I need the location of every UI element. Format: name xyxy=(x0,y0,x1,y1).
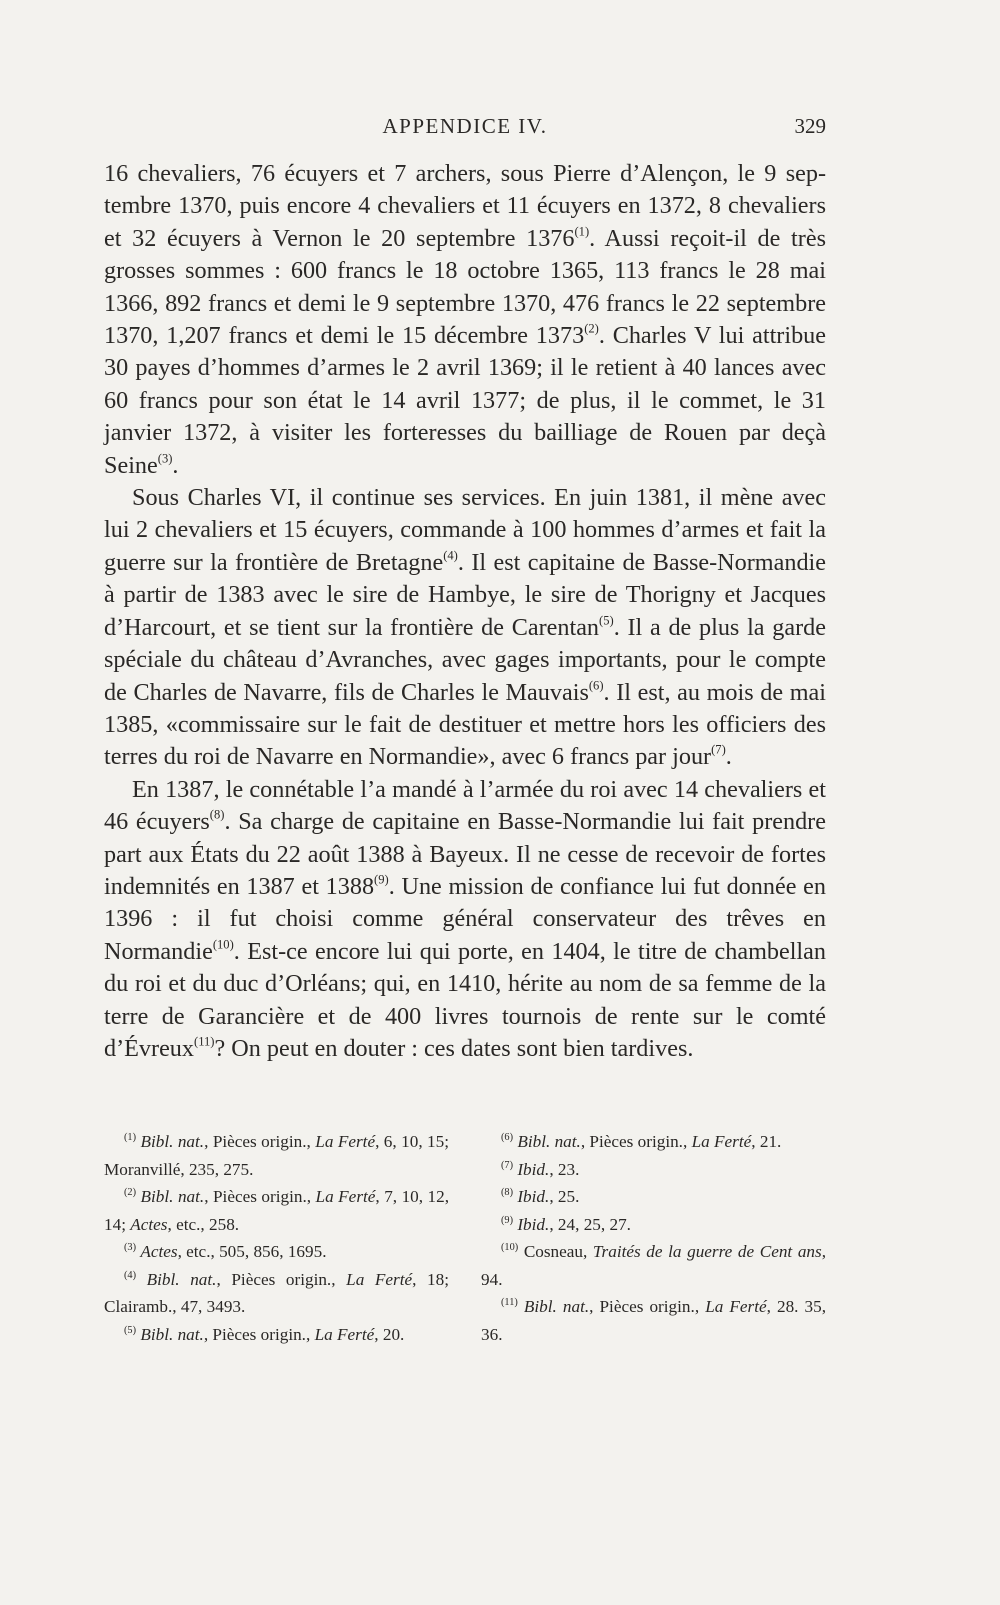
text-run: , 94. xyxy=(481,1242,826,1289)
paragraph-1 xyxy=(104,158,826,482)
footnote xyxy=(481,1128,826,1156)
text-run: , 20. xyxy=(374,1324,405,1344)
footnote-number: (5) xyxy=(124,1324,137,1336)
text-run: , Pièces origin., xyxy=(204,1132,316,1151)
text-run: , etc., 505, 856, 1695. xyxy=(177,1242,327,1261)
text-run: . Il est, au mois de mai 1385, «commissaire sur le fait de destituer et mettre hors les officiers des terres du roi de Navarre en Normandie», avec 6 francs par jour xyxy=(104,678,826,771)
footnote-ref: (4) xyxy=(443,548,458,563)
footnote-ref: (7) xyxy=(711,742,726,757)
text-run: , 28. 35, 36. xyxy=(481,1297,827,1344)
footnotes-left-column xyxy=(104,1128,449,1348)
text-run: . Sa charge de capitaine en Basse-Normandie lui fait prendre part aux États du 22 août 1388 à Bayeux. Il ne cesse de recevoir de fortes indemnités en 1387 et 1388 xyxy=(104,808,826,900)
text-run: . Il est capitaine de Basse-Normandie à partir de 1383 avec le sire de Hambye, le sire de Thorigny et Jacques d’Harcourt, et se tient sur la frontière de Carentan xyxy=(104,548,826,641)
italic-text: Bibl. nat. xyxy=(146,1269,217,1289)
paragraph-2 xyxy=(104,482,826,774)
italic-text: La Ferté xyxy=(705,1297,767,1316)
italic-text: La Ferté xyxy=(315,1187,376,1206)
text-run: , Pièces origin., xyxy=(580,1132,692,1151)
footnote-ref: (2) xyxy=(584,321,599,336)
text-run: . Il a de plus la garde spéciale du château d’Avranches, avec gages importants, pour le compte de Charles de Navarre, fils de Charles le Mauvais xyxy=(104,613,826,706)
text-run: , etc., 258. xyxy=(167,1214,240,1234)
italic-text: La Ferté xyxy=(691,1132,752,1151)
text-run: 16 chevaliers, 76 écuyers et 7 archers, sous Pierre d’Alençon, le 9 septembre 1370, puis encore 4 chevaliers et 11 écuyers en 1372, 8 chevaliers et 32 écuyers à Vernon le 20 septembre 1376 xyxy=(104,160,826,252)
italic-text: La Ferté xyxy=(346,1269,413,1289)
text-run: Sous Charles VI, il continue ses services. En juin 1381, il mène avec lui 2 chevaliers et 15 écuyers, commande à 100 hommes d’armes et fait la guerre sur la frontière de Bretagne xyxy=(104,484,826,576)
italic-text: Bibl. nat. xyxy=(140,1132,205,1151)
footnote xyxy=(481,1293,826,1348)
italic-text: Ibid. xyxy=(517,1187,550,1206)
italic-text: Actes xyxy=(130,1214,168,1234)
footnote-number: (7) xyxy=(501,1159,514,1171)
text-run: En 1387, le connétable l’a mandé à l’armée du roi avec 14 chevaliers et 46 écuyers xyxy=(104,775,826,836)
text-run: , Pièces origin., xyxy=(216,1269,347,1289)
text-run: . xyxy=(172,451,179,479)
footnote xyxy=(481,1211,826,1239)
italic-text: Bibl. nat. xyxy=(140,1324,204,1344)
footnote-ref: (9) xyxy=(374,872,389,887)
footnote-number: (8) xyxy=(501,1186,514,1198)
italic-text: Traités de la guerre de Cent ans xyxy=(592,1242,822,1261)
italic-text: Bibl. nat. xyxy=(140,1187,205,1206)
italic-text: La Ferté xyxy=(314,1324,375,1344)
italic-text: Bibl. nat. xyxy=(517,1132,581,1151)
text-run: , 21. xyxy=(751,1132,782,1151)
running-head xyxy=(104,114,826,146)
text-run: . Une mission de confiance lui fut donnée en 1396 : il fut choisi comme général conservateur des trêves en Normandie xyxy=(104,872,826,965)
footnote xyxy=(104,1266,449,1321)
text-run: , 7, 10, 12, 14; xyxy=(104,1187,450,1234)
italic-text: La Ferté xyxy=(315,1132,376,1151)
footnote-number: (1) xyxy=(124,1131,137,1143)
footnote-number: (2) xyxy=(124,1186,137,1198)
footnote-ref: (8) xyxy=(209,807,225,822)
italic-text: Bibl. nat. xyxy=(523,1297,590,1316)
page-number: 329 xyxy=(794,114,826,138)
text-run: , 6, 10, 15; Moranvillé, 235, 275. xyxy=(104,1132,450,1179)
footnote xyxy=(104,1128,449,1183)
text-run: . Charles V lui attribue 30 payes d’hommes d’armes le 2 avril 1369; il le retient à 40 lances avec 60 francs pour son état le 14 avril 1377; de plus, il le commet, le 31 janvier 1372, à visiter les forteresses du bailliage de Rouen par deçà Seine xyxy=(104,322,826,479)
text-run: ? On peut en douter : ces dates sont bien tardives. xyxy=(214,1034,694,1062)
footnotes-right-column xyxy=(481,1128,826,1348)
text-run: , 23. xyxy=(549,1159,580,1179)
footnote-ref: (3) xyxy=(157,450,173,465)
footnote-ref: (10) xyxy=(212,937,234,952)
text-run: Cosneau, xyxy=(523,1242,593,1261)
footnote-number: (10) xyxy=(501,1241,519,1253)
footnote-number: (11) xyxy=(501,1296,518,1308)
text-run: . Est-ce encore lui qui porte, en 1404, le titre de chambellan du roi et du duc d’Orléans; qui, en 1410, hérite au nom de sa femme de la terre de Garancière et de 400 livres tournois de rente sur le comté d’Évreux xyxy=(104,937,826,1062)
text-run: , Pièces origin., xyxy=(203,1324,315,1344)
footnote xyxy=(481,1156,826,1184)
text-run: , Pièces origin., xyxy=(204,1187,316,1206)
footnote xyxy=(104,1183,449,1238)
footnote xyxy=(104,1321,449,1349)
italic-text: Ibid. xyxy=(517,1214,550,1234)
text-run: . xyxy=(725,743,732,771)
footnote-ref: (11) xyxy=(194,1034,215,1049)
text-run: , Pièces origin., xyxy=(589,1297,706,1316)
italic-text: Ibid. xyxy=(517,1159,550,1179)
footnote xyxy=(104,1238,449,1266)
footnote-ref: (1) xyxy=(574,224,590,239)
text-run: . Aussi reçoit-il de très grosses sommes : 600 francs le 18 octobre 1365, 113 francs le 28 mai 1366, 892 francs et demi le 9 septembre 1370, 476 francs le 22 septembre 1370, 1,207 francs et demi le 15 décembre 1373 xyxy=(104,224,826,350)
footnote-number: (3) xyxy=(124,1241,137,1253)
text-run: , 25. xyxy=(549,1187,580,1206)
footnote-number: (6) xyxy=(501,1131,514,1143)
text-run: , 18; Clairamb., 47, 3493. xyxy=(104,1269,449,1316)
footnote-number: (4) xyxy=(124,1269,137,1281)
body-text xyxy=(104,158,826,1065)
italic-text: Actes xyxy=(140,1242,178,1261)
text-run: , 24, 25, 27. xyxy=(549,1214,631,1234)
running-title: APPENDICE IV. xyxy=(382,114,548,138)
footnote-number: (9) xyxy=(501,1214,514,1226)
footnote-ref: (5) xyxy=(599,613,614,627)
footnote xyxy=(481,1238,826,1293)
footnote-ref: (6) xyxy=(588,677,604,692)
footnote xyxy=(481,1183,826,1211)
paragraph-3 xyxy=(104,774,826,1066)
